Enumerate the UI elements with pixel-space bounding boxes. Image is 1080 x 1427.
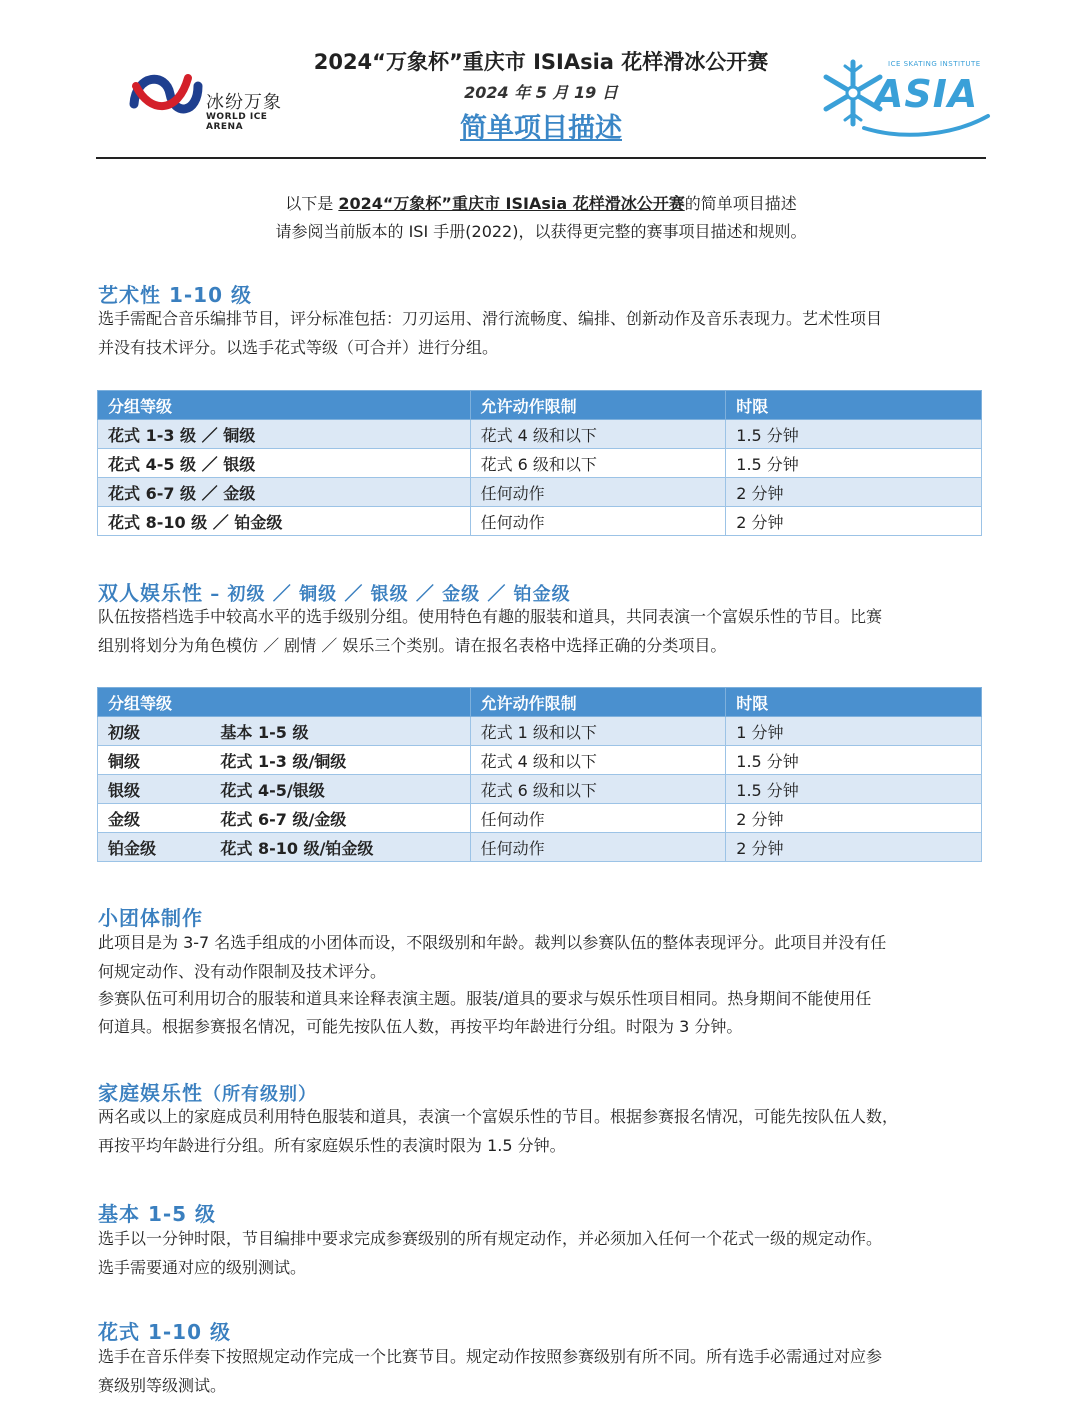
- cell-limit: 花式 6 级和以下: [470, 449, 726, 478]
- duo-desc-1: 队伍按搭档选手中较高水平的选手级别分组。使用特色有趣的服装和道具，共同表演一个富娱乐性的节目。比赛: [98, 607, 883, 626]
- cell-level: 金级: [98, 804, 211, 833]
- right-logo-brand: ASIA: [874, 72, 979, 116]
- basic-line-2: 选手需要通对应的级别测试。: [98, 1258, 307, 1277]
- intro-pre: 以下是: [285, 194, 339, 213]
- cell-limit: 花式 4 级和以下: [470, 746, 726, 775]
- family-title-sub: （所有级别）: [203, 1084, 317, 1105]
- cell-time: 1.5 分钟: [726, 746, 982, 775]
- page-header: [96, 40, 986, 160]
- small-group-line-1: 此项目是为 3-7 名选手组成的小团体而设，不限级别和年龄。裁判以参赛队伍的整体表现评分。此项目并没有任: [98, 933, 887, 952]
- intro-line-1: [96, 191, 986, 214]
- cell-limit: 任何动作: [470, 507, 726, 536]
- duo-table: [97, 687, 982, 862]
- table-row: [98, 507, 982, 536]
- small-group-title: 小团体制作: [98, 906, 203, 930]
- cell-limit: 花式 1 级和以下: [470, 717, 726, 746]
- table-header-row: [98, 391, 982, 420]
- table-row: [98, 804, 982, 833]
- left-logo-cn: 冰纷万象: [206, 92, 282, 113]
- family-title-main: 家庭娱乐性: [98, 1081, 203, 1105]
- left-logo-en: WORLD ICE ARENA: [206, 112, 268, 132]
- col-header-limit: 允许动作限制: [470, 688, 726, 717]
- cell-limit: 任何动作: [470, 478, 726, 507]
- small-group-line-3: 参赛队伍可利用切合的服装和道具来诠释表演主题。服装/道具的要求与娱乐性项目相同。热身期间不能使用任: [98, 989, 872, 1008]
- cell-limit: 花式 6 级和以下: [470, 775, 726, 804]
- intro-post: 的简单项目描述: [684, 194, 797, 213]
- col-header-time: 时限: [726, 688, 982, 717]
- table-header-row: [98, 688, 982, 717]
- freestyle-line-2: 赛级别等级测试。: [98, 1376, 227, 1395]
- table-row: [98, 478, 982, 507]
- cell-time: 2 分钟: [726, 804, 982, 833]
- cell-group: 花式 6-7 级/金级: [210, 804, 470, 833]
- intro-event-name: 2024“万象杯”重庆市 ISIAsia 花样滑冰公开赛: [338, 194, 685, 213]
- freestyle-title: 花式 1-10 级: [98, 1320, 231, 1344]
- cell-time: 2 分钟: [726, 507, 982, 536]
- freestyle-line-1: 选手在音乐伴奏下按照规定动作完成一个比赛节目。规定动作按照参赛级别有所不同。所有选手必需通过对应参: [98, 1347, 883, 1366]
- col-header-limit: 允许动作限制: [470, 391, 726, 420]
- right-logo-small: ICE SKATING INSTITUTE: [888, 60, 981, 68]
- page-subtitle: 简单项目描述: [460, 113, 622, 144]
- cell-level: 铜级: [98, 746, 211, 775]
- artistry-title: 艺术性 1-10 级: [98, 283, 252, 307]
- intro-line-2: 请参阅当前版本的 ISI 手册(2022)，以获得更完整的赛事项目描述和规则。: [275, 222, 807, 241]
- table-row: [98, 775, 982, 804]
- table-row: [98, 717, 982, 746]
- duo-desc-2: 组别将划分为角色模仿 ／ 剧情 ／ 娱乐三个类别。请在报名表格中选择正确的分类项目。: [98, 636, 727, 655]
- cell-time: 1 分钟: [726, 717, 982, 746]
- cell-time: 1.5 分钟: [726, 449, 982, 478]
- cell-group: 基本 1-5 级: [210, 717, 470, 746]
- duo-title-levels: – 初级 ／ 铜级 ／ 银级 ／ 金级 ／ 铂金级: [203, 584, 571, 605]
- small-group-line-4: 何道具。根据参赛报名情况，可能先按队伍人数，再按平均年龄进行分组。时限为 3 分钟。: [98, 1017, 743, 1036]
- artistry-desc-2: 并没有技术评分。以选手花式等级（可合并）进行分组。: [98, 338, 499, 357]
- small-group-line-2: 何规定动作、没有动作限制及技术评分。: [98, 962, 387, 981]
- col-header-time: 时限: [726, 391, 982, 420]
- cell-time: 1.5 分钟: [726, 775, 982, 804]
- header-divider: [96, 157, 986, 159]
- cell-group: 花式 1-3 级 ／ 铜级: [98, 420, 471, 449]
- col-header-group: 分组等级: [98, 688, 471, 717]
- cell-group: 花式 8-10 级/铂金级: [210, 833, 470, 862]
- family-line-1: 两名或以上的家庭成员利用特色服装和道具，表演一个富娱乐性的节目。根据参赛报名情况，可能先按队伍人数，: [98, 1107, 899, 1126]
- table-row: [98, 833, 982, 862]
- isi-asia-logo: [818, 50, 998, 140]
- cell-limit: 任何动作: [470, 833, 726, 862]
- cell-group: 花式 4-5 级 ／ 银级: [98, 449, 471, 478]
- basic-title: 基本 1-5 级: [98, 1202, 217, 1226]
- cell-time: 2 分钟: [726, 478, 982, 507]
- cell-level: 银级: [98, 775, 211, 804]
- table-row: [98, 420, 982, 449]
- cell-limit: 花式 4 级和以下: [470, 420, 726, 449]
- swoosh-icon: [862, 110, 992, 140]
- basic-line-1: 选手以一分钟时限，节目编排中要求完成参赛级别的所有规定动作，并必须加入任何一个花式一级的规定动作。: [98, 1229, 883, 1248]
- page-title: 2024“万象杯”重庆市 ISIAsia 花样滑冰公开赛: [313, 50, 769, 74]
- cell-group: 花式 1-3 级/铜级: [210, 746, 470, 775]
- cell-group: 花式 4-5/银级: [210, 775, 470, 804]
- cell-group: 花式 6-7 级 ／ 金级: [98, 478, 471, 507]
- cell-time: 1.5 分钟: [726, 420, 982, 449]
- cell-level: 铂金级: [98, 833, 211, 862]
- cell-limit: 任何动作: [470, 804, 726, 833]
- artistry-desc-1: 选手需配合音乐编排节目，评分标准包括：刀刃运用、滑行流畅度、编排、创新动作及音乐表现力。艺术性项目: [98, 309, 883, 328]
- cell-group: 花式 8-10 级 ／ 铂金级: [98, 507, 471, 536]
- table-row: [98, 449, 982, 478]
- col-header-group: 分组等级: [98, 391, 471, 420]
- cell-level: 初级: [98, 717, 211, 746]
- event-date: 2024 年 5 月 19 日: [464, 83, 618, 102]
- cell-time: 2 分钟: [726, 833, 982, 862]
- artistry-table: [97, 390, 982, 536]
- table-row: [98, 746, 982, 775]
- family-line-2: 再按平均年龄进行分组。所有家庭娱乐性的表演时限为 1.5 分钟。: [98, 1136, 566, 1155]
- duo-title-main: 双人娱乐性: [98, 581, 203, 605]
